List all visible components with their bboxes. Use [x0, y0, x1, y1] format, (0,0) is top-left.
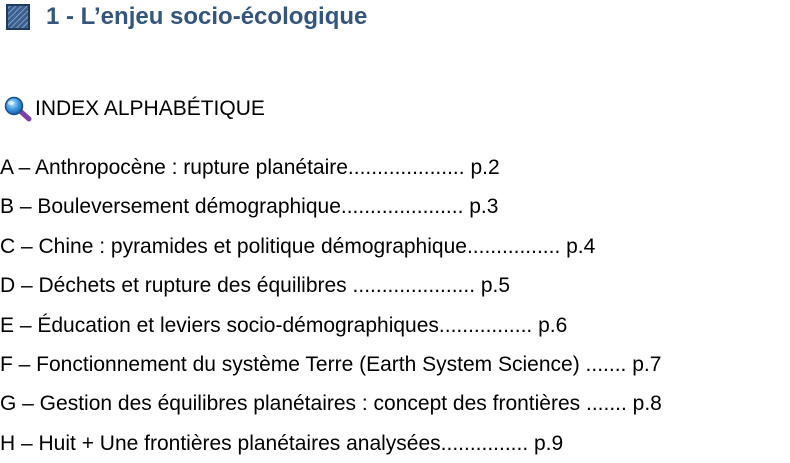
index-entry-a: A – Anthropocène : rupture planétaire.................... p.2: [0, 156, 500, 179]
index-entry-e: E – Éducation et leviers socio-démographiques................ p.6: [0, 313, 568, 337]
index-entry-c: C – Chine : pyramides et politique démographique................ p.4: [0, 234, 596, 258]
index-entry-h: H – Huit + Une frontières planétaires analysées............... p.9: [0, 431, 564, 455]
index-entry-d: D – Déchets et rupture des équilibres ..................... p.5: [0, 274, 511, 298]
index-title: INDEX ALPHABÉTIQUE: [35, 97, 265, 120]
index-header: [4, 96, 265, 122]
index-entry-b: B – Bouleversement démographique..................... p.3: [0, 195, 499, 219]
page-title: 1 - L’enjeu socio-écologique: [46, 3, 368, 30]
index-entry-f: F – Fonctionnement du système Terre (Earth System Science) ....... p.7: [0, 352, 662, 376]
section-heading: [6, 2, 367, 32]
document-icon: [6, 4, 30, 30]
index-list: [0, 148, 662, 463]
index-entry-g: G – Gestion des équilibres planétaires : concept des frontières ....... p.8: [0, 392, 662, 416]
magnifier-icon: [4, 96, 32, 122]
